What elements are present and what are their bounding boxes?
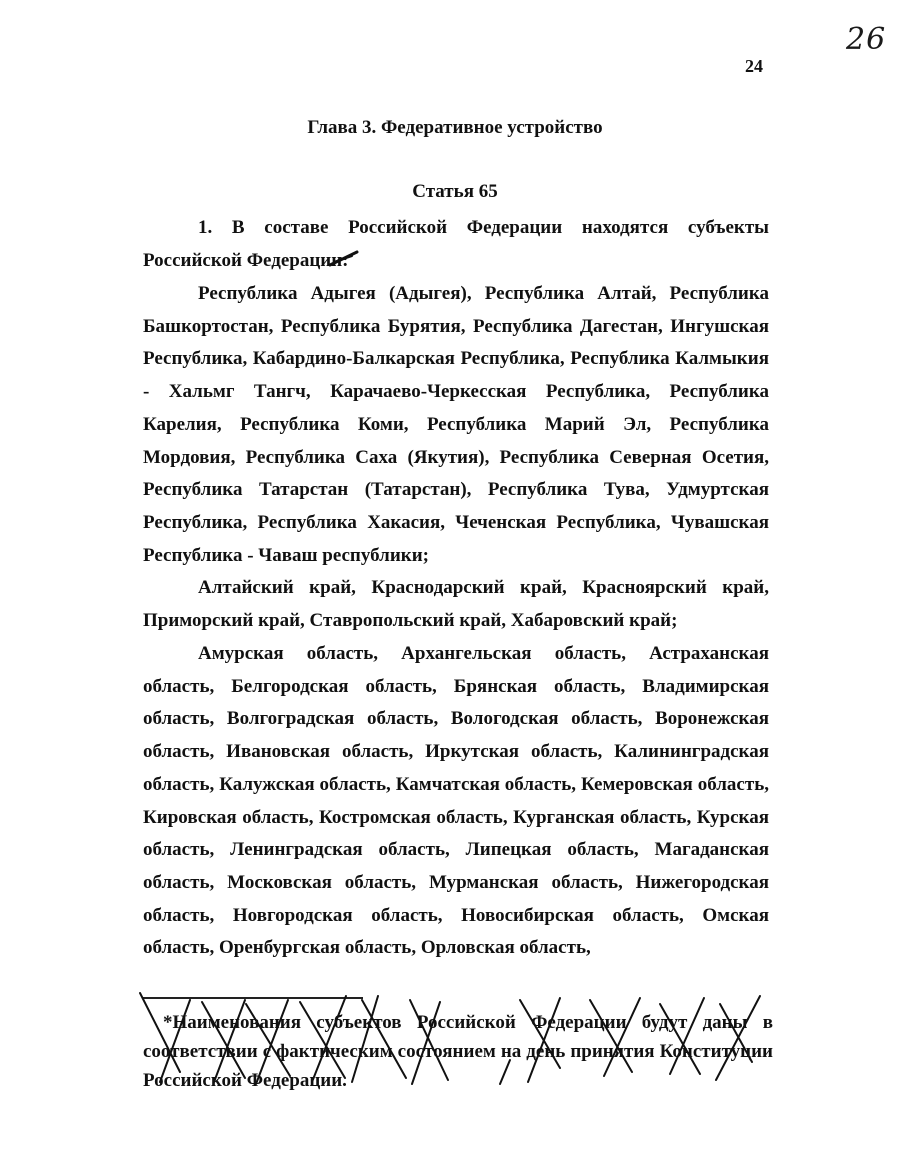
article-paragraph-republics: Республика Адыгея (Адыгея), Республика Алтай, Республика Башкортостан, Республика Бурятия, Республика Дагестан, Ингушская Республика, Кабардино-Балкарская Республика, Республика Калмыкия - Хальмг Тангч, Карачаево-Черкесская Республика, Республика Карелия, Республика Коми, Республика Марий Эл, Республика Мордовия, Республика Саха (Якутия), Республика Северная Осетия, Республика Татарстан (Татарстан), Республика Тува, Удмуртская Республика, Республика Хакасия, Чеченская Республика, Чувашская Республика - Чаваш республики; [143, 283, 769, 566]
footnote [143, 1008, 773, 1095]
handwritten-page-number: 26 [846, 22, 887, 57]
article-paragraph-krais: Алтайский край, Краснодарский край, Красноярский край, Приморский край, Ставропольский край, Хабаровский край; [143, 577, 769, 631]
footnote-marker: * [163, 1012, 173, 1033]
article-paragraph-oblasts: Амурская область, Архангельская область, Астраханская область, Белгородская область, Брянская область, Владимирская область, Волгоградская область, Вологодская область, Воронежская область, Ивановская область, Иркутская область, Калининградская область, Калужская область, Камчатская область, Кемеровская область, Кировская область, Костромская область, Курганская область, Курская область, Ленинградская область, Липецкая область, Магаданская область, Московская область, Мурманская область, Нижегородская область, Новгородская область, Новосибирская область, Омская область, Оренбургская область, Орловская область, [143, 643, 769, 959]
footnote-text: Наименования субъектов Российской Федерации будут даны в соответствии с фактическим состоянием на день принятия Конституции Российской Федерации. [143, 1012, 773, 1091]
article-paragraph-intro: 1. В составе Российской Федерации находятся субъекты Российской Федерации: [143, 217, 769, 271]
article-title: Статья 65 [412, 181, 498, 202]
page-number: 24 [745, 56, 763, 76]
footnote-separator [143, 997, 363, 999]
chapter-title: Глава 3. Федеративное устройство [307, 117, 603, 138]
